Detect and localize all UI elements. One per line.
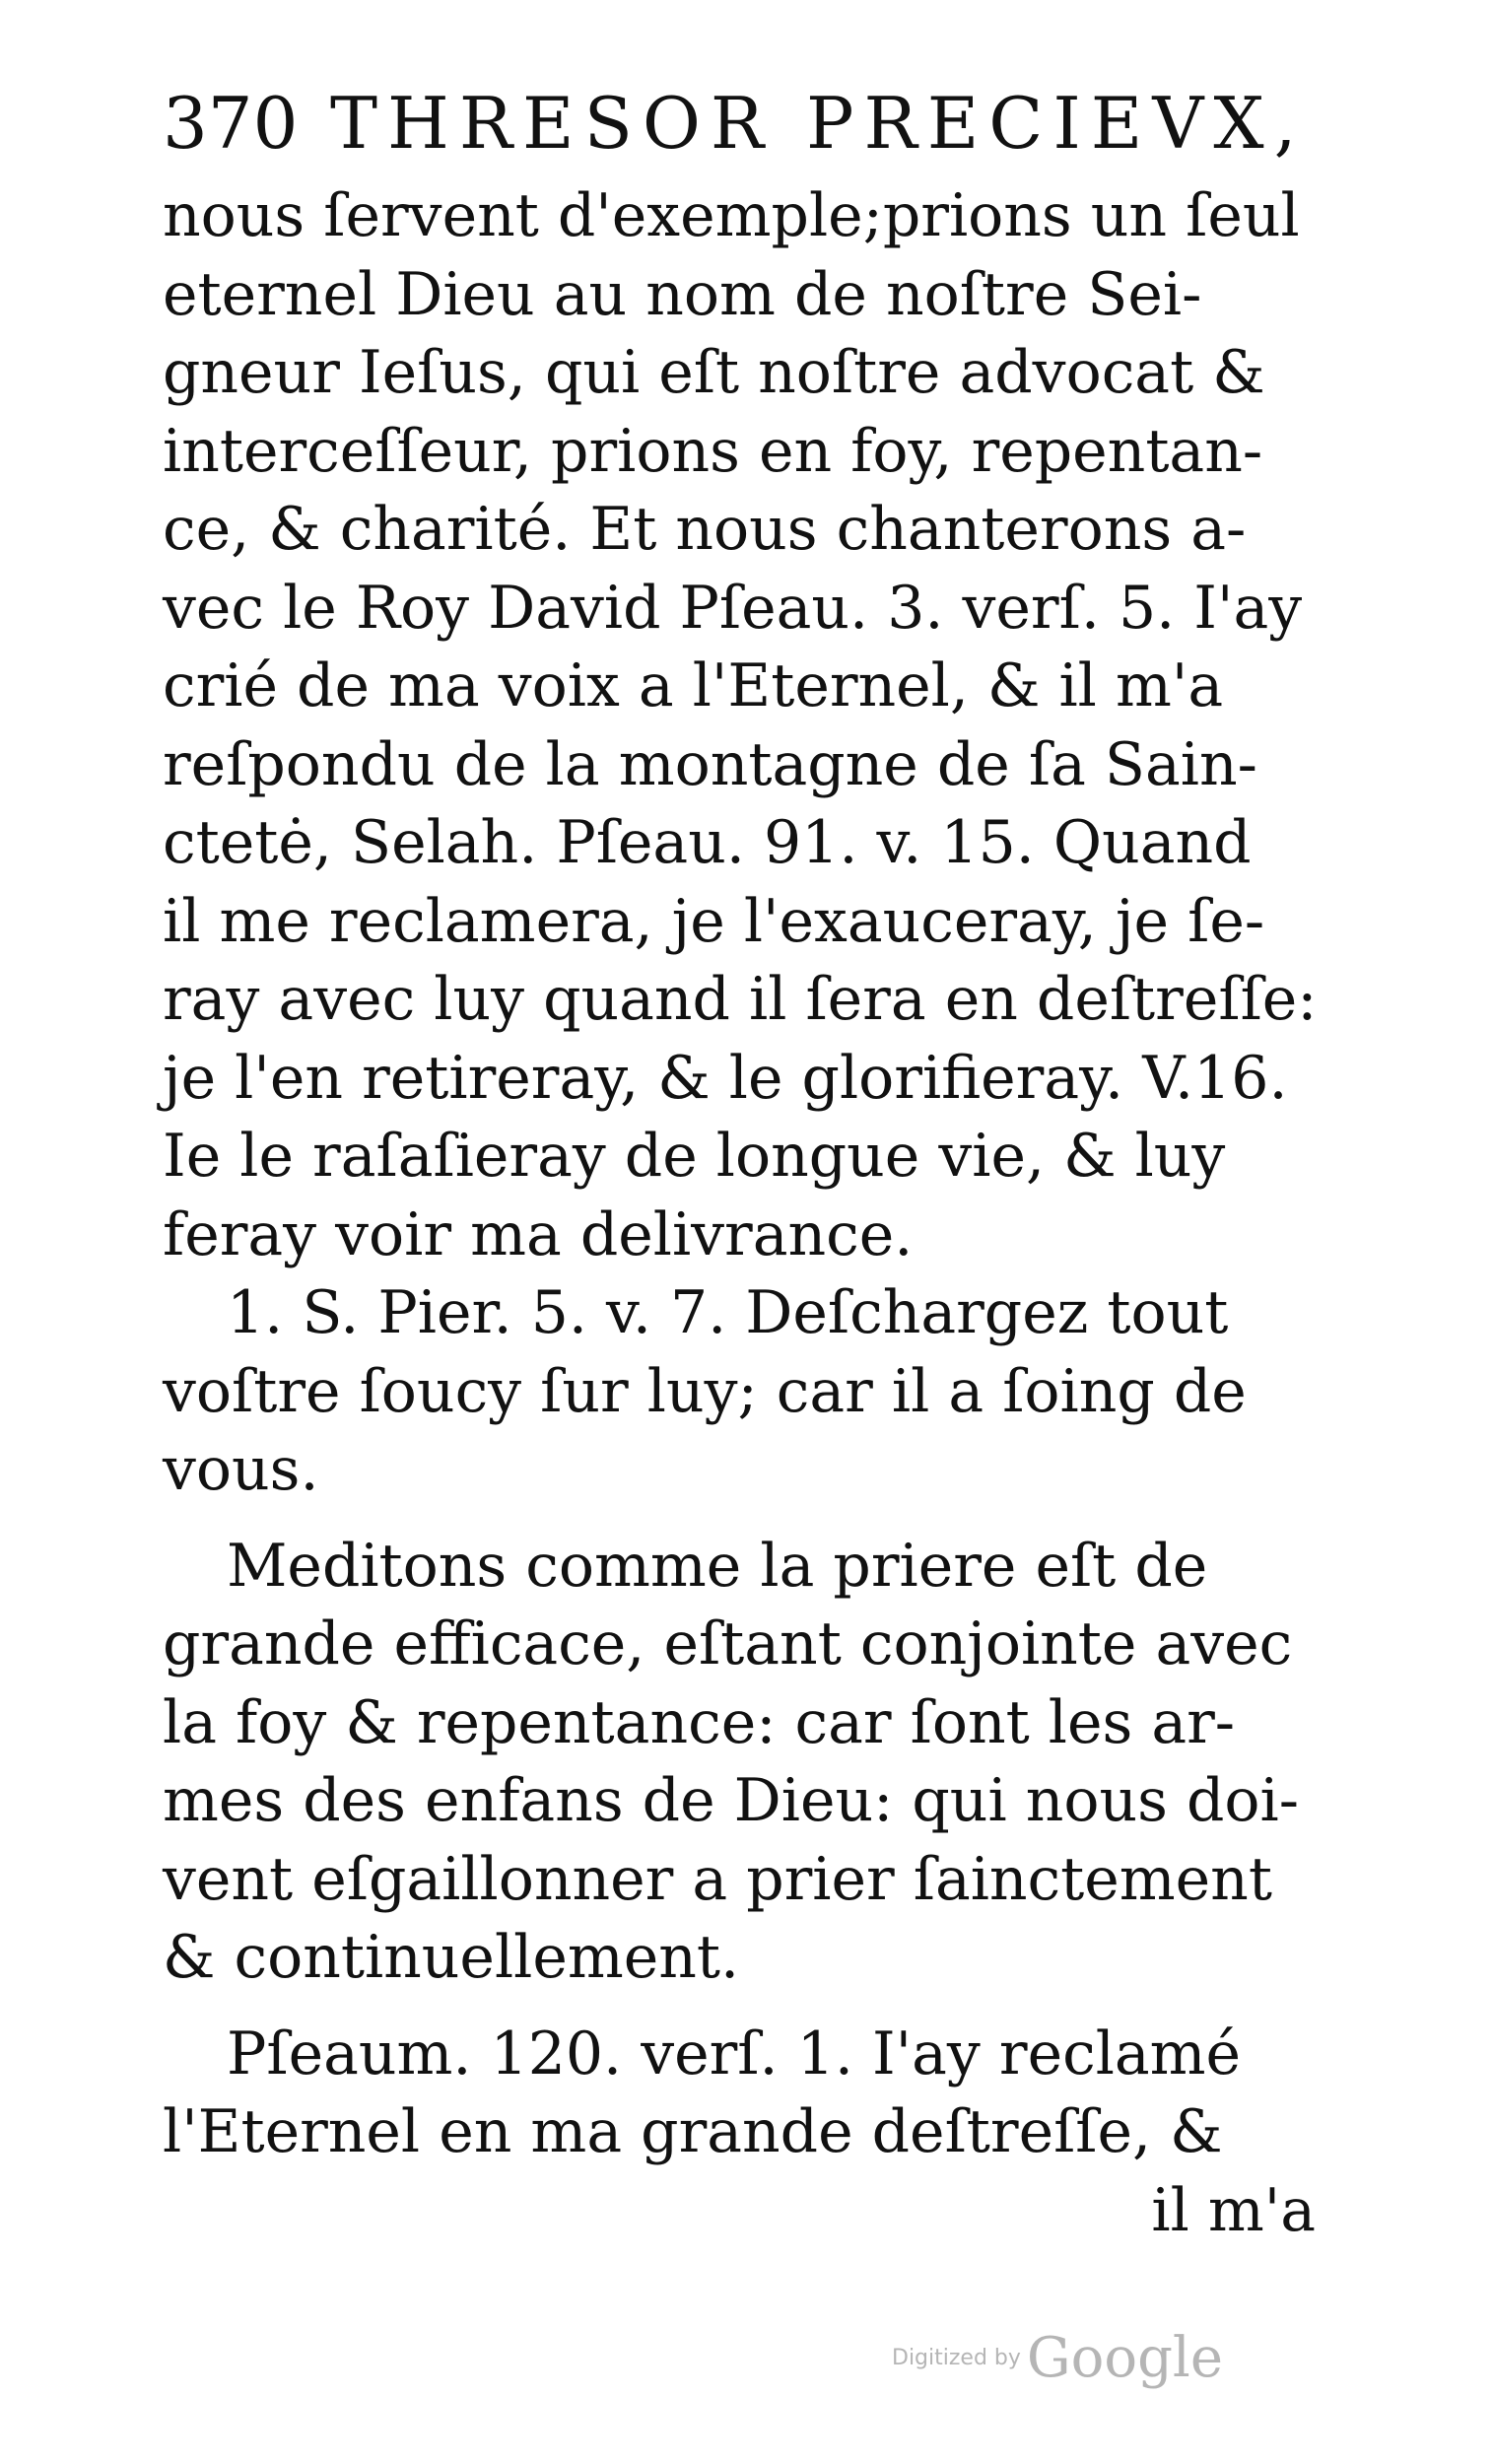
text-line: nous ſervent d'exemple;prions un ſeul — [163, 181, 1300, 250]
text-line: vous. — [163, 1435, 319, 1504]
text-line: & continuellement. — [163, 1923, 740, 1992]
page-header — [163, 69, 1345, 177]
text-line: grande efficace, eſtant conjointe avec — [163, 1609, 1293, 1678]
text-line: ce, & charité. Et nous chanterons a- — [163, 495, 1247, 564]
text-line: la foy & repentance: car ſont les ar- — [163, 1687, 1236, 1757]
text-line: Pſeaum. 120. verſ. 1. I'ay reclamé — [227, 2019, 1242, 2088]
text-line: reſpondu de la montagne de ſa Sain- — [163, 729, 1257, 799]
google-logo: Google — [1026, 2326, 1223, 2390]
body-text — [163, 177, 1345, 2250]
text-line: gneur Ieſus, qui eſt noſtre advocat & — [163, 338, 1265, 407]
text-line: vent eſgaillonner a prier ſainctement — [163, 1844, 1272, 1914]
text-line: il me reclamera, je l'exauceray, je ſe- — [163, 886, 1265, 956]
text-line: eternel Dieu au nom de noſtre Sei- — [163, 259, 1202, 329]
text-line: feray voir ma delivrance. — [163, 1199, 914, 1269]
text-line: Meditons comme la priere eſt de — [227, 1531, 1208, 1601]
text-line: 1. S. Pier. 5. v. 7. Deſchargez tout — [227, 1278, 1229, 1347]
text-line: mes des enfans de Dieu: qui nous doi- — [163, 1766, 1299, 1835]
text-line: ray avec luy quand il ſera en deſtreſſe: — [163, 965, 1318, 1034]
text-line: ctetė, Selah. Pſeau. 91. v. 15. Quand — [163, 808, 1252, 877]
digitized-by-watermark — [892, 2326, 1286, 2395]
page-number: 370 — [163, 82, 299, 165]
text-line: interceſſeur, prions en foy, repentan- — [163, 416, 1263, 486]
running-title: THRESOR PRECIEVX, — [330, 82, 1307, 165]
watermark-prefix: Digitized by — [892, 2346, 1021, 2370]
text-line: Ie le raſaſieray de longue vie, & luy — [163, 1122, 1226, 1191]
text-line: l'Eternel en ma grande deſtreſſe, & — [163, 2097, 1223, 2166]
text-line: crié de ma voix a l'Eternel, & il m'a — [163, 651, 1224, 720]
text-line: je l'en retireray, & le glorifieray. V.16. — [163, 1043, 1288, 1113]
text-line: voſtre ſoucy ſur luy; car il a ſoing de — [163, 1356, 1247, 1426]
text-line: vec le Roy David Pſeau. 3. verſ. 5. I'ay — [163, 573, 1303, 643]
catchword: il m'a — [1151, 2175, 1316, 2245]
